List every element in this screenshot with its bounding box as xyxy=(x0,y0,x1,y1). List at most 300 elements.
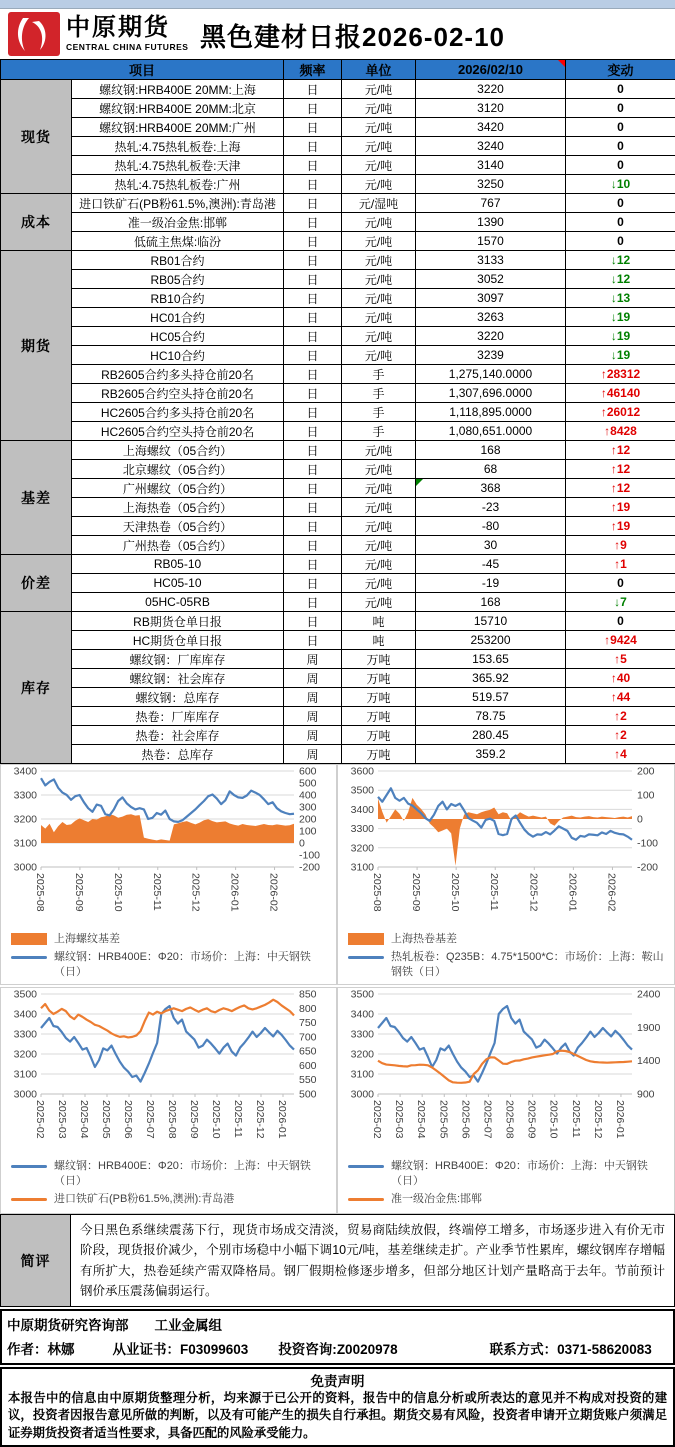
svg-text:800: 800 xyxy=(299,1003,317,1015)
svg-text:1400: 1400 xyxy=(637,1055,661,1067)
cell-value: -23 xyxy=(416,498,566,517)
cell-freq: 日 xyxy=(284,289,342,308)
cert-label: 从业证书： xyxy=(113,1342,181,1357)
legend-item xyxy=(348,950,674,980)
cell-change: ↑40 xyxy=(566,669,675,688)
svg-text:3200: 3200 xyxy=(14,814,38,826)
cell-change: ↑44 xyxy=(566,688,675,707)
svg-text:2025-05: 2025-05 xyxy=(437,1100,449,1139)
svg-text:2025-07: 2025-07 xyxy=(144,1100,156,1139)
cell-change: ↓19 xyxy=(566,327,675,346)
cell-value: 1,118,895.0000 xyxy=(416,403,566,422)
disclaimer-section xyxy=(0,1367,675,1447)
svg-text:2025-04: 2025-04 xyxy=(415,1100,427,1139)
cell-value: 153.65 xyxy=(416,650,566,669)
cell-change: 0 xyxy=(566,80,675,99)
legend-label: 螺纹钢：HRB400E：Φ20：市场价：上海：中天钢铁（日） xyxy=(54,950,336,980)
cell-change: ↑26012 xyxy=(566,403,675,422)
svg-text:2025-10: 2025-10 xyxy=(548,1100,560,1139)
chart-plot-4 xyxy=(338,988,672,1152)
cell-item: 热轧:4.75热轧板卷:天津 xyxy=(72,156,284,175)
table-row xyxy=(1,251,675,270)
cell-change: ↓12 xyxy=(566,251,675,270)
cell-unit: 元/吨 xyxy=(342,536,416,555)
chart-legend xyxy=(11,932,336,980)
cell-unit: 万吨 xyxy=(342,650,416,669)
svg-text:600: 600 xyxy=(299,766,317,778)
svg-text:2025-11: 2025-11 xyxy=(488,873,500,911)
cell-change: 0 xyxy=(566,137,675,156)
logo-mark-icon xyxy=(8,12,60,56)
cell-freq: 日 xyxy=(284,80,342,99)
svg-text:2025-02: 2025-02 xyxy=(371,1100,383,1139)
svg-text:3100: 3100 xyxy=(14,1069,38,1081)
chart-panel-2 xyxy=(337,764,675,985)
svg-text:900: 900 xyxy=(637,1089,655,1101)
cell-item: 准一级冶金焦:邯郸 xyxy=(72,213,284,232)
cell-value: 3052 xyxy=(416,270,566,289)
legend-label: 上海热卷基差 xyxy=(391,932,457,947)
legend-line-swatch xyxy=(11,1165,47,1168)
cell-change: ↑19 xyxy=(566,498,675,517)
svg-text:2025-12: 2025-12 xyxy=(254,1100,266,1139)
table-row xyxy=(1,137,675,156)
svg-text:-200: -200 xyxy=(299,862,320,874)
legend-label: 螺纹钢：HRB400E：Φ20：市场价：上海：中天钢铁（日） xyxy=(391,1159,674,1189)
chart-legend xyxy=(348,1159,674,1207)
chart-plot-1 xyxy=(1,765,334,925)
cell-unit: 万吨 xyxy=(342,745,416,764)
cell-value: 3263 xyxy=(416,308,566,327)
legend-item xyxy=(11,932,336,947)
cell-item: 广州螺纹（05合约） xyxy=(72,479,284,498)
cell-unit: 手 xyxy=(342,403,416,422)
cell-value: 1390 xyxy=(416,213,566,232)
svg-text:200: 200 xyxy=(299,814,317,826)
cell-item: 螺纹钢：总库存 xyxy=(72,688,284,707)
svg-text:2025-08: 2025-08 xyxy=(166,1100,178,1139)
table-row xyxy=(1,346,675,365)
col-header: 变动 xyxy=(566,60,675,80)
cell-freq: 日 xyxy=(284,555,342,574)
svg-text:0: 0 xyxy=(299,838,305,850)
table-row xyxy=(1,669,675,688)
cell-change: ↓19 xyxy=(566,346,675,365)
cell-change: 0 xyxy=(566,118,675,137)
svg-text:400: 400 xyxy=(299,790,317,802)
svg-text:2025-09: 2025-09 xyxy=(188,1100,200,1139)
cell-freq: 日 xyxy=(284,156,342,175)
cell-item: RB05合约 xyxy=(72,270,284,289)
legend-label: 螺纹钢：HRB400E：Φ20：市场价：上海：中天钢铁（日） xyxy=(54,1159,336,1189)
cell-unit: 元/吨 xyxy=(342,213,416,232)
svg-text:2026-02: 2026-02 xyxy=(268,873,280,912)
cell-unit: 元/吨 xyxy=(342,99,416,118)
legend-item xyxy=(11,950,336,980)
svg-text:2400: 2400 xyxy=(637,989,661,1001)
cell-unit: 万吨 xyxy=(342,688,416,707)
cell-change: ↑1 xyxy=(566,555,675,574)
cell-change: ↑4 xyxy=(566,745,675,764)
cell-item: 进口铁矿石(PB粉61.5%,澳洲):青岛港 xyxy=(72,194,284,213)
cell-freq: 日 xyxy=(284,612,342,631)
chart-panel-3 xyxy=(0,987,337,1214)
table-row xyxy=(1,536,675,555)
table-row xyxy=(1,403,675,422)
cell-item: RB期货仓单日报 xyxy=(72,612,284,631)
svg-text:2025-12: 2025-12 xyxy=(592,1100,604,1139)
svg-text:2025-06: 2025-06 xyxy=(459,1100,471,1139)
cell-item: 北京螺纹（05合约） xyxy=(72,460,284,479)
cell-change: ↑12 xyxy=(566,441,675,460)
contact-label: 联系方式： xyxy=(490,1342,558,1357)
cell-unit: 元/吨 xyxy=(342,270,416,289)
table-row xyxy=(1,726,675,745)
cell-value: 168 xyxy=(416,441,566,460)
cell-freq: 日 xyxy=(284,365,342,384)
cell-unit: 手 xyxy=(342,384,416,403)
cell-item: 热轧:4.75热轧板卷:广州 xyxy=(72,175,284,194)
contact-number: 0371-58620083 xyxy=(557,1342,652,1357)
svg-text:3400: 3400 xyxy=(351,804,375,816)
table-row xyxy=(1,479,675,498)
cell-change: 0 xyxy=(566,194,675,213)
cell-value: -80 xyxy=(416,517,566,536)
cell-value: 368 xyxy=(416,479,566,498)
svg-text:2025-05: 2025-05 xyxy=(100,1100,112,1139)
cell-change: 0 xyxy=(566,574,675,593)
cell-change: ↑46140 xyxy=(566,384,675,403)
chart-panel-4 xyxy=(337,987,675,1214)
cell-item: HC05-10 xyxy=(72,574,284,593)
cell-item: 天津热卷（05合约） xyxy=(72,517,284,536)
cell-unit: 元/吨 xyxy=(342,441,416,460)
svg-text:300: 300 xyxy=(299,802,317,814)
cell-value: 3220 xyxy=(416,80,566,99)
cell-freq: 日 xyxy=(284,593,342,612)
cell-freq: 日 xyxy=(284,574,342,593)
chart-plot-2 xyxy=(338,765,672,925)
cell-item: HC01合约 xyxy=(72,308,284,327)
svg-text:3200: 3200 xyxy=(14,1049,38,1061)
cell-freq: 周 xyxy=(284,707,342,726)
table-row xyxy=(1,156,675,175)
cell-value: 365.92 xyxy=(416,669,566,688)
cell-freq: 日 xyxy=(284,403,342,422)
company-logo xyxy=(8,12,188,56)
cell-freq: 日 xyxy=(284,384,342,403)
table-row xyxy=(1,422,675,441)
legend-label: 进口铁矿石(PB粉61.5%,澳洲):青岛港 xyxy=(54,1192,234,1207)
cell-change: ↑28312 xyxy=(566,365,675,384)
cell-item: 05HC-05RB xyxy=(72,593,284,612)
cell-value: 359.2 xyxy=(416,745,566,764)
cell-item: 螺纹钢:HRB400E 20MM:上海 xyxy=(72,80,284,99)
svg-text:2025-10: 2025-10 xyxy=(210,1100,222,1139)
table-row xyxy=(1,650,675,669)
cell-change: ↑9 xyxy=(566,536,675,555)
comment-section xyxy=(0,1214,675,1307)
cell-freq: 日 xyxy=(284,175,342,194)
footer-dept-line xyxy=(7,1314,668,1334)
table-row xyxy=(1,574,675,593)
table-row xyxy=(1,498,675,517)
cell-change: 0 xyxy=(566,232,675,251)
cell-unit: 手 xyxy=(342,422,416,441)
svg-text:2025-06: 2025-06 xyxy=(122,1100,134,1139)
cell-change: ↑2 xyxy=(566,726,675,745)
cell-unit: 元/吨 xyxy=(342,175,416,194)
svg-text:1900: 1900 xyxy=(637,1022,661,1034)
svg-text:2025-08: 2025-08 xyxy=(504,1100,516,1139)
cell-change: ↑8428 xyxy=(566,422,675,441)
svg-text:3300: 3300 xyxy=(14,1029,38,1041)
charts-grid xyxy=(0,764,675,1214)
svg-text:3500: 3500 xyxy=(14,989,38,1001)
cell-value: 30 xyxy=(416,536,566,555)
svg-text:2026-01: 2026-01 xyxy=(566,873,578,912)
cell-freq: 周 xyxy=(284,726,342,745)
cell-change: ↓19 xyxy=(566,308,675,327)
cell-freq: 周 xyxy=(284,745,342,764)
cell-freq: 日 xyxy=(284,441,342,460)
cell-change: 0 xyxy=(566,156,675,175)
cell-freq: 周 xyxy=(284,650,342,669)
svg-text:2025-02: 2025-02 xyxy=(34,1100,46,1139)
section-label: 基差 xyxy=(1,441,72,555)
cell-unit: 手 xyxy=(342,365,416,384)
comment-text: 今日黑色系继续震荡下行，现货市场成交清淡，贸易商陆续放假，终端停工增多，市场逐步进入有价无市阶段，现货报价减少，个别市场稳中小幅下调10元/吨，基差继续走扩。产业季节性累库，螺纹钢库存增幅有所扩大，热卷延续产需双降格局。钢厂假期检修逐步增多，但部分地区计划产量略高于去年。节前预计钢价承压震荡偏弱运行。 xyxy=(71,1214,675,1307)
svg-text:3200: 3200 xyxy=(351,1049,375,1061)
legend-line-swatch xyxy=(348,1165,384,1168)
svg-text:3300: 3300 xyxy=(14,790,38,802)
svg-text:2025-03: 2025-03 xyxy=(56,1100,68,1139)
cell-freq: 周 xyxy=(284,688,342,707)
cell-freq: 日 xyxy=(284,479,342,498)
footer-group: 工业金属组 xyxy=(155,1318,223,1333)
cell-item: 螺纹钢:HRB400E 20MM:广州 xyxy=(72,118,284,137)
legend-line-swatch xyxy=(11,956,47,959)
legend-item xyxy=(11,1159,336,1189)
col-header: 频率 xyxy=(284,60,342,80)
cell-unit: 元/吨 xyxy=(342,346,416,365)
cell-value: 1,307,696.0000 xyxy=(416,384,566,403)
svg-text:0: 0 xyxy=(637,814,643,826)
cell-unit: 元/吨 xyxy=(342,118,416,137)
table-row xyxy=(1,175,675,194)
svg-text:3000: 3000 xyxy=(14,862,38,874)
chart-plot-3 xyxy=(1,988,334,1152)
table-row xyxy=(1,555,675,574)
cell-freq: 日 xyxy=(284,194,342,213)
cell-freq: 日 xyxy=(284,99,342,118)
cell-freq: 日 xyxy=(284,232,342,251)
svg-text:2025-11: 2025-11 xyxy=(232,1100,244,1138)
cell-value: 3239 xyxy=(416,346,566,365)
cell-freq: 日 xyxy=(284,422,342,441)
col-header: 项目 xyxy=(1,60,284,80)
legend-line-swatch xyxy=(348,956,384,959)
footer-author-line xyxy=(7,1338,668,1358)
cell-freq: 日 xyxy=(284,213,342,232)
legend-item xyxy=(348,1159,674,1189)
cell-unit: 元/吨 xyxy=(342,251,416,270)
svg-text:2025-09: 2025-09 xyxy=(526,1100,538,1139)
price-table xyxy=(0,59,675,764)
svg-text:2025-04: 2025-04 xyxy=(78,1100,90,1139)
table-row xyxy=(1,213,675,232)
svg-text:3300: 3300 xyxy=(351,823,375,835)
cell-freq: 日 xyxy=(284,536,342,555)
logo-text xyxy=(66,16,188,52)
svg-text:200: 200 xyxy=(637,766,655,778)
cell-unit: 元/吨 xyxy=(342,308,416,327)
svg-text:3500: 3500 xyxy=(351,785,375,797)
cell-unit: 元/吨 xyxy=(342,460,416,479)
cell-item: HC05合约 xyxy=(72,327,284,346)
author-name: 林娜 xyxy=(48,1342,75,1357)
legend-area-swatch xyxy=(11,933,47,945)
cell-change: ↓12 xyxy=(566,270,675,289)
cell-unit: 元/吨 xyxy=(342,80,416,99)
footer-dept: 中原期货研究咨询部 xyxy=(7,1318,129,1333)
top-strip xyxy=(0,0,675,9)
chart-legend xyxy=(348,932,674,980)
cell-item: RB05-10 xyxy=(72,555,284,574)
svg-text:550: 550 xyxy=(299,1074,317,1086)
cell-value: 1,275,140.0000 xyxy=(416,365,566,384)
cell-item: 上海热卷（05合约） xyxy=(72,498,284,517)
table-row xyxy=(1,745,675,764)
table-row xyxy=(1,194,675,213)
cell-item: RB2605合约多头持仓前20名 xyxy=(72,365,284,384)
cell-value: 3220 xyxy=(416,327,566,346)
table-row xyxy=(1,365,675,384)
cell-unit: 元/吨 xyxy=(342,156,416,175)
cell-unit: 元/吨 xyxy=(342,593,416,612)
cell-item: RB01合约 xyxy=(72,251,284,270)
legend-item xyxy=(11,1192,336,1207)
svg-text:3400: 3400 xyxy=(351,1009,375,1021)
cell-item: 螺纹钢：厂库库存 xyxy=(72,650,284,669)
svg-text:2026-01: 2026-01 xyxy=(229,873,241,912)
cell-change: ↓10 xyxy=(566,175,675,194)
cell-change: ↑12 xyxy=(566,460,675,479)
svg-text:2025-12: 2025-12 xyxy=(527,873,539,912)
svg-text:2026-01: 2026-01 xyxy=(276,1100,288,1139)
cell-freq: 日 xyxy=(284,118,342,137)
cell-value: 3250 xyxy=(416,175,566,194)
cell-value: 3240 xyxy=(416,137,566,156)
cell-item: RB10合约 xyxy=(72,289,284,308)
cell-unit: 元/吨 xyxy=(342,479,416,498)
cell-unit: 元/湿吨 xyxy=(342,194,416,213)
svg-text:3500: 3500 xyxy=(351,989,375,1001)
legend-area-swatch xyxy=(348,933,384,945)
cell-item: HC10合约 xyxy=(72,346,284,365)
svg-text:-200: -200 xyxy=(637,862,658,874)
cell-unit: 万吨 xyxy=(342,726,416,745)
table-row xyxy=(1,384,675,403)
table-row xyxy=(1,517,675,536)
table-row xyxy=(1,308,675,327)
svg-text:100: 100 xyxy=(299,826,317,838)
cell-change: 0 xyxy=(566,612,675,631)
cell-freq: 日 xyxy=(284,631,342,650)
advisory-label: 投资咨询: xyxy=(278,1342,337,1357)
svg-text:600: 600 xyxy=(299,1060,317,1072)
chart-legend xyxy=(11,1159,336,1207)
comment-label: 简评 xyxy=(0,1214,71,1307)
cell-freq: 日 xyxy=(284,137,342,156)
cell-item: 低硫主焦煤:临汾 xyxy=(72,232,284,251)
cell-item: RB2605合约空头持仓前20名 xyxy=(72,384,284,403)
cell-change: ↓13 xyxy=(566,289,675,308)
table-row xyxy=(1,232,675,251)
svg-text:100: 100 xyxy=(637,790,655,802)
cell-value: 3120 xyxy=(416,99,566,118)
author-label: 作者： xyxy=(7,1342,48,1357)
col-header: 单位 xyxy=(342,60,416,80)
cell-freq: 日 xyxy=(284,308,342,327)
svg-text:2025-10: 2025-10 xyxy=(112,873,124,912)
cell-value: -19 xyxy=(416,574,566,593)
cell-unit: 元/吨 xyxy=(342,137,416,156)
svg-text:2025-07: 2025-07 xyxy=(481,1100,493,1139)
report-header xyxy=(0,9,675,59)
section-label: 库存 xyxy=(1,612,72,764)
cell-unit: 万吨 xyxy=(342,707,416,726)
cell-value: 78.75 xyxy=(416,707,566,726)
cell-value: 3140 xyxy=(416,156,566,175)
svg-text:650: 650 xyxy=(299,1046,317,1058)
svg-text:500: 500 xyxy=(299,1089,317,1101)
cell-unit: 元/吨 xyxy=(342,574,416,593)
cell-value: 1,080,651.0000 xyxy=(416,422,566,441)
cell-value: 280.45 xyxy=(416,726,566,745)
cell-item: 螺纹钢:HRB400E 20MM:北京 xyxy=(72,99,284,118)
cell-change: ↑19 xyxy=(566,517,675,536)
svg-text:2025-11: 2025-11 xyxy=(570,1100,582,1138)
cell-change: ↓7 xyxy=(566,593,675,612)
cell-value: 15710 xyxy=(416,612,566,631)
section-label: 价差 xyxy=(1,555,72,612)
table-row xyxy=(1,593,675,612)
cell-unit: 元/吨 xyxy=(342,232,416,251)
cell-freq: 日 xyxy=(284,460,342,479)
table-row xyxy=(1,327,675,346)
svg-text:2025-08: 2025-08 xyxy=(371,873,383,912)
legend-label: 上海螺纹基差 xyxy=(54,932,120,947)
svg-text:3600: 3600 xyxy=(351,766,375,778)
svg-text:2026-02: 2026-02 xyxy=(605,873,617,912)
disclaimer-title: 免责声明 xyxy=(8,1370,667,1390)
logo-cn-text: 中原期货 xyxy=(66,16,188,40)
svg-text:3000: 3000 xyxy=(351,1089,375,1101)
cell-item: 螺纹钢：社会库存 xyxy=(72,669,284,688)
svg-text:2026-01: 2026-01 xyxy=(614,1100,626,1139)
svg-text:2025-12: 2025-12 xyxy=(190,873,202,912)
section-label: 成本 xyxy=(1,194,72,251)
section-label: 期货 xyxy=(1,251,72,441)
footer-info xyxy=(0,1309,675,1365)
cell-item: HC2605合约空头持仓前20名 xyxy=(72,422,284,441)
cell-unit: 元/吨 xyxy=(342,289,416,308)
cell-value: 767 xyxy=(416,194,566,213)
cell-value: 3133 xyxy=(416,251,566,270)
cell-change: 0 xyxy=(566,99,675,118)
svg-text:850: 850 xyxy=(299,989,317,1001)
